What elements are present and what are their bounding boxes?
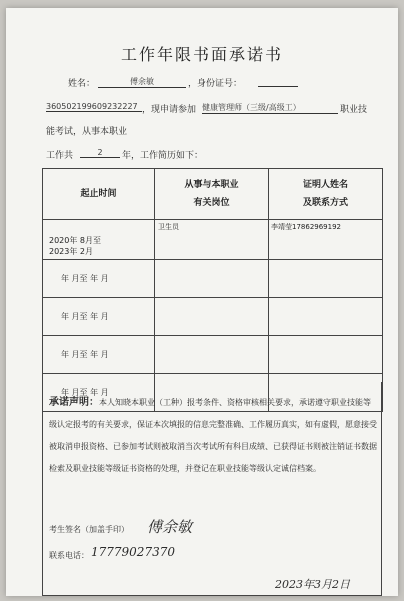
row-job [155,260,269,298]
row-cert [269,336,383,374]
header-job [155,169,269,220]
header-cert-line2: 及联系方式 [302,198,348,208]
row-job [155,298,269,336]
line2-text: 能考试，从事本职业 [46,127,128,137]
resume-table [42,168,383,412]
years-prefix: 工作共 [46,151,74,161]
signature-label: 考生签名（加盖手印） [49,525,129,534]
id-label: ，身份证号： [188,79,243,89]
apply-job-field [202,102,338,114]
document-title: 工作年限书面承诺书 [120,45,283,64]
id-number-value: 360502199609232227 [46,102,138,111]
header-cert-line1: 证明人姓名 [302,180,348,190]
header-job-line1: 从事与本职业 [184,180,239,190]
id-number-field [46,102,142,112]
row-job: 卫生员 [155,220,269,260]
header-cert [269,169,383,220]
period-line2: 2023年 2月 [49,247,93,256]
apply-prefix: ，现申请参加 [142,105,197,115]
row-period: 年 月至 年 月 [43,260,155,298]
apply-job-value: 健康管理师（三级/高级工） [202,103,301,112]
pledge-body: 本人知晓本职业（工种）报考条件、资格审核相关要求，承诺遵守职业技能等级认定报考的有关要求，保证本次填报的信息完整准确、工作履历真实，如有虚假，愿意接受被取消申报资格、已参加考试则被取消当次考试所有科目成绩、已获得证书则被注销证书数据检索及职业技能等级证书资格的处理，并登记在职业技能等级认定诚信档案。 [49,398,377,473]
table-row [43,298,383,336]
id-blank-line [258,76,298,87]
apply-suffix: 职业技 [340,105,368,115]
name-field [98,76,186,88]
row-period: 年 月至 年 月 [43,374,155,412]
header-period: 起止时间 [43,169,155,220]
row-job [155,336,269,374]
years-field [80,148,120,158]
table-header-row [43,169,383,220]
date-value: 2023年3月2日 [275,578,350,591]
row-period [43,220,155,260]
phone-label: 联系电话： [49,551,89,560]
table-row [43,260,383,298]
name-label: 姓名： [68,79,96,89]
row-cert: 李靖莹17862969192 [269,220,383,260]
period-line1: 2020年 8月至 [49,236,101,245]
name-value: 傅余敏 [130,77,154,86]
row-cert [269,298,383,336]
header-job-line2: 有关岗位 [193,198,230,208]
row-period: 年 月至 年 月 [43,336,155,374]
row-cert [269,260,383,298]
pledge-box [42,382,382,596]
document-page [6,8,398,596]
signature-value: 傅余敏 [147,518,193,536]
pledge-label: 承诺声明： [49,397,99,408]
table-row [43,220,383,260]
years-value: 2 [97,148,103,157]
row-period: 年 月至 年 月 [43,298,155,336]
phone-value: 17779027370 [91,545,175,559]
years-suffix: 年，工作简历如下： [122,151,204,161]
table-row [43,336,383,374]
pledge-paragraph [49,392,377,480]
